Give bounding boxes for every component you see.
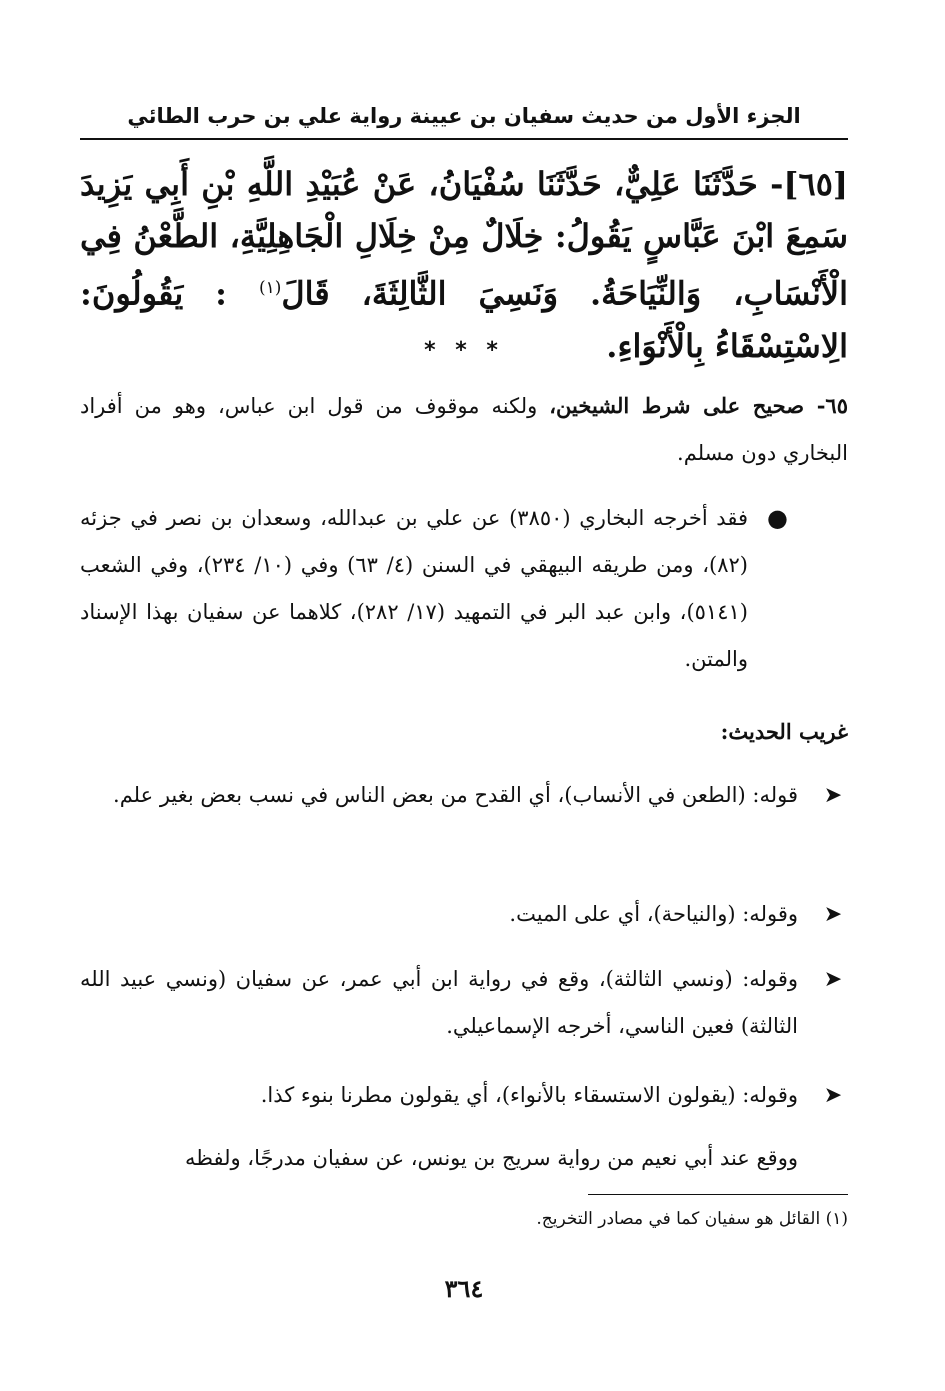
header-rule [80, 138, 848, 140]
takhrij-rest: ولكنه موقوف من قول ابن عباس، وهو من أفراد البخاري دون مسلم. [80, 394, 848, 465]
list-item-text: وقوله: (يقولون الاستسقاء بالأنواء)، أي يقولون مطرنا بنوء كذا. [260, 1083, 798, 1107]
arrowhead-icon: ➤ [823, 967, 843, 992]
arrowhead-icon: ➤ [823, 783, 843, 808]
list-item [80, 1072, 848, 1119]
hadith-text-main: [٦٥]- حَدَّثَنَا عَلِيٌّ، حَدَّثَنَا سُفْيَانُ، عَنْ عُبَيْدِ اللَّهِ بْنِ أَبِي يَزِيدَ سَمِعَ ابْنَ عَبَّاسٍ يَقُولُ: خِلَالٌ مِنْ خِلَالِ الْجَاهِلِيَّةِ، الطَّعْنُ فِي الْأَنْسَابِ، وَالنِّيَاحَةُ. وَنَسِيَ الثَّالِثَةَ، قَالَ [80, 165, 849, 313]
list-item [80, 891, 848, 938]
footnote-text: القائل هو سفيان كما في مصادر التخريج. [536, 1209, 821, 1229]
footnote [80, 1205, 848, 1233]
closing-paragraph [80, 1135, 848, 1182]
footnote-rule [588, 1194, 848, 1195]
list-item-text: وقوله: (ونسي الثالثة)، وقع في رواية ابن أبي عمر، عن سفيان (ونسي عبيد الله الثالثة) فعين الناسي، أخرجه الإسماعيلي. [80, 967, 798, 1038]
bullet-dot-icon: ● [767, 504, 788, 532]
closing-paragraph-text: ووقع عند أبي نعيم من رواية سريج بن يونس، عن سفيان مدرجًا، ولفظه [184, 1146, 798, 1170]
arrowhead-icon: ➤ [823, 902, 843, 927]
list-item [80, 495, 848, 683]
list-item [80, 772, 848, 819]
section-heading: غريب الحديث: [720, 719, 848, 744]
running-head: الجزء الأول من حديث سفيان بن عيينة رواية علي بن حرب الطائي [127, 104, 801, 128]
section-separator: * * * [424, 338, 504, 363]
list-item-text: قوله: (الطعن في الأنساب)، أي القدح من بعض الناس في نسب بعض بغير علم. [113, 783, 798, 807]
list-item [80, 956, 848, 1050]
takhrij-paragraph [80, 382, 848, 477]
footnote-marker: (١) [825, 1209, 848, 1229]
list-item-text: وقوله: (والنياحة)، أي على الميت. [509, 902, 798, 926]
footnote-ref[interactable]: (١) [258, 278, 282, 298]
arrowhead-icon: ➤ [823, 1083, 843, 1108]
list-item-text: فقد أخرجه البخاري (٣٨٥٠) عن علي بن عبدالله، وسعدان بن نصر في جزئه (٨٢)، ومن طريقه البيهقي في السنن (٤/ ٦٣) وفي (١٠/ ٢٣٤)، وفي الشعب (٥١٤١)، وابن عبد البر في التمهيد (١٧/ ٢٨٢)، كلاهما عن سفيان بهذا الإسناد والمتن. [80, 506, 748, 671]
page-number: ٣٦٤ [444, 1274, 484, 1303]
hadith-text-end: : يَقُولُونَ: الِاسْتِسْقَاءُ بِالْأَنْوَاءِ. [80, 274, 848, 365]
takhrij-lead: ٦٥- صحيح على شرط الشيخين، [549, 393, 848, 418]
